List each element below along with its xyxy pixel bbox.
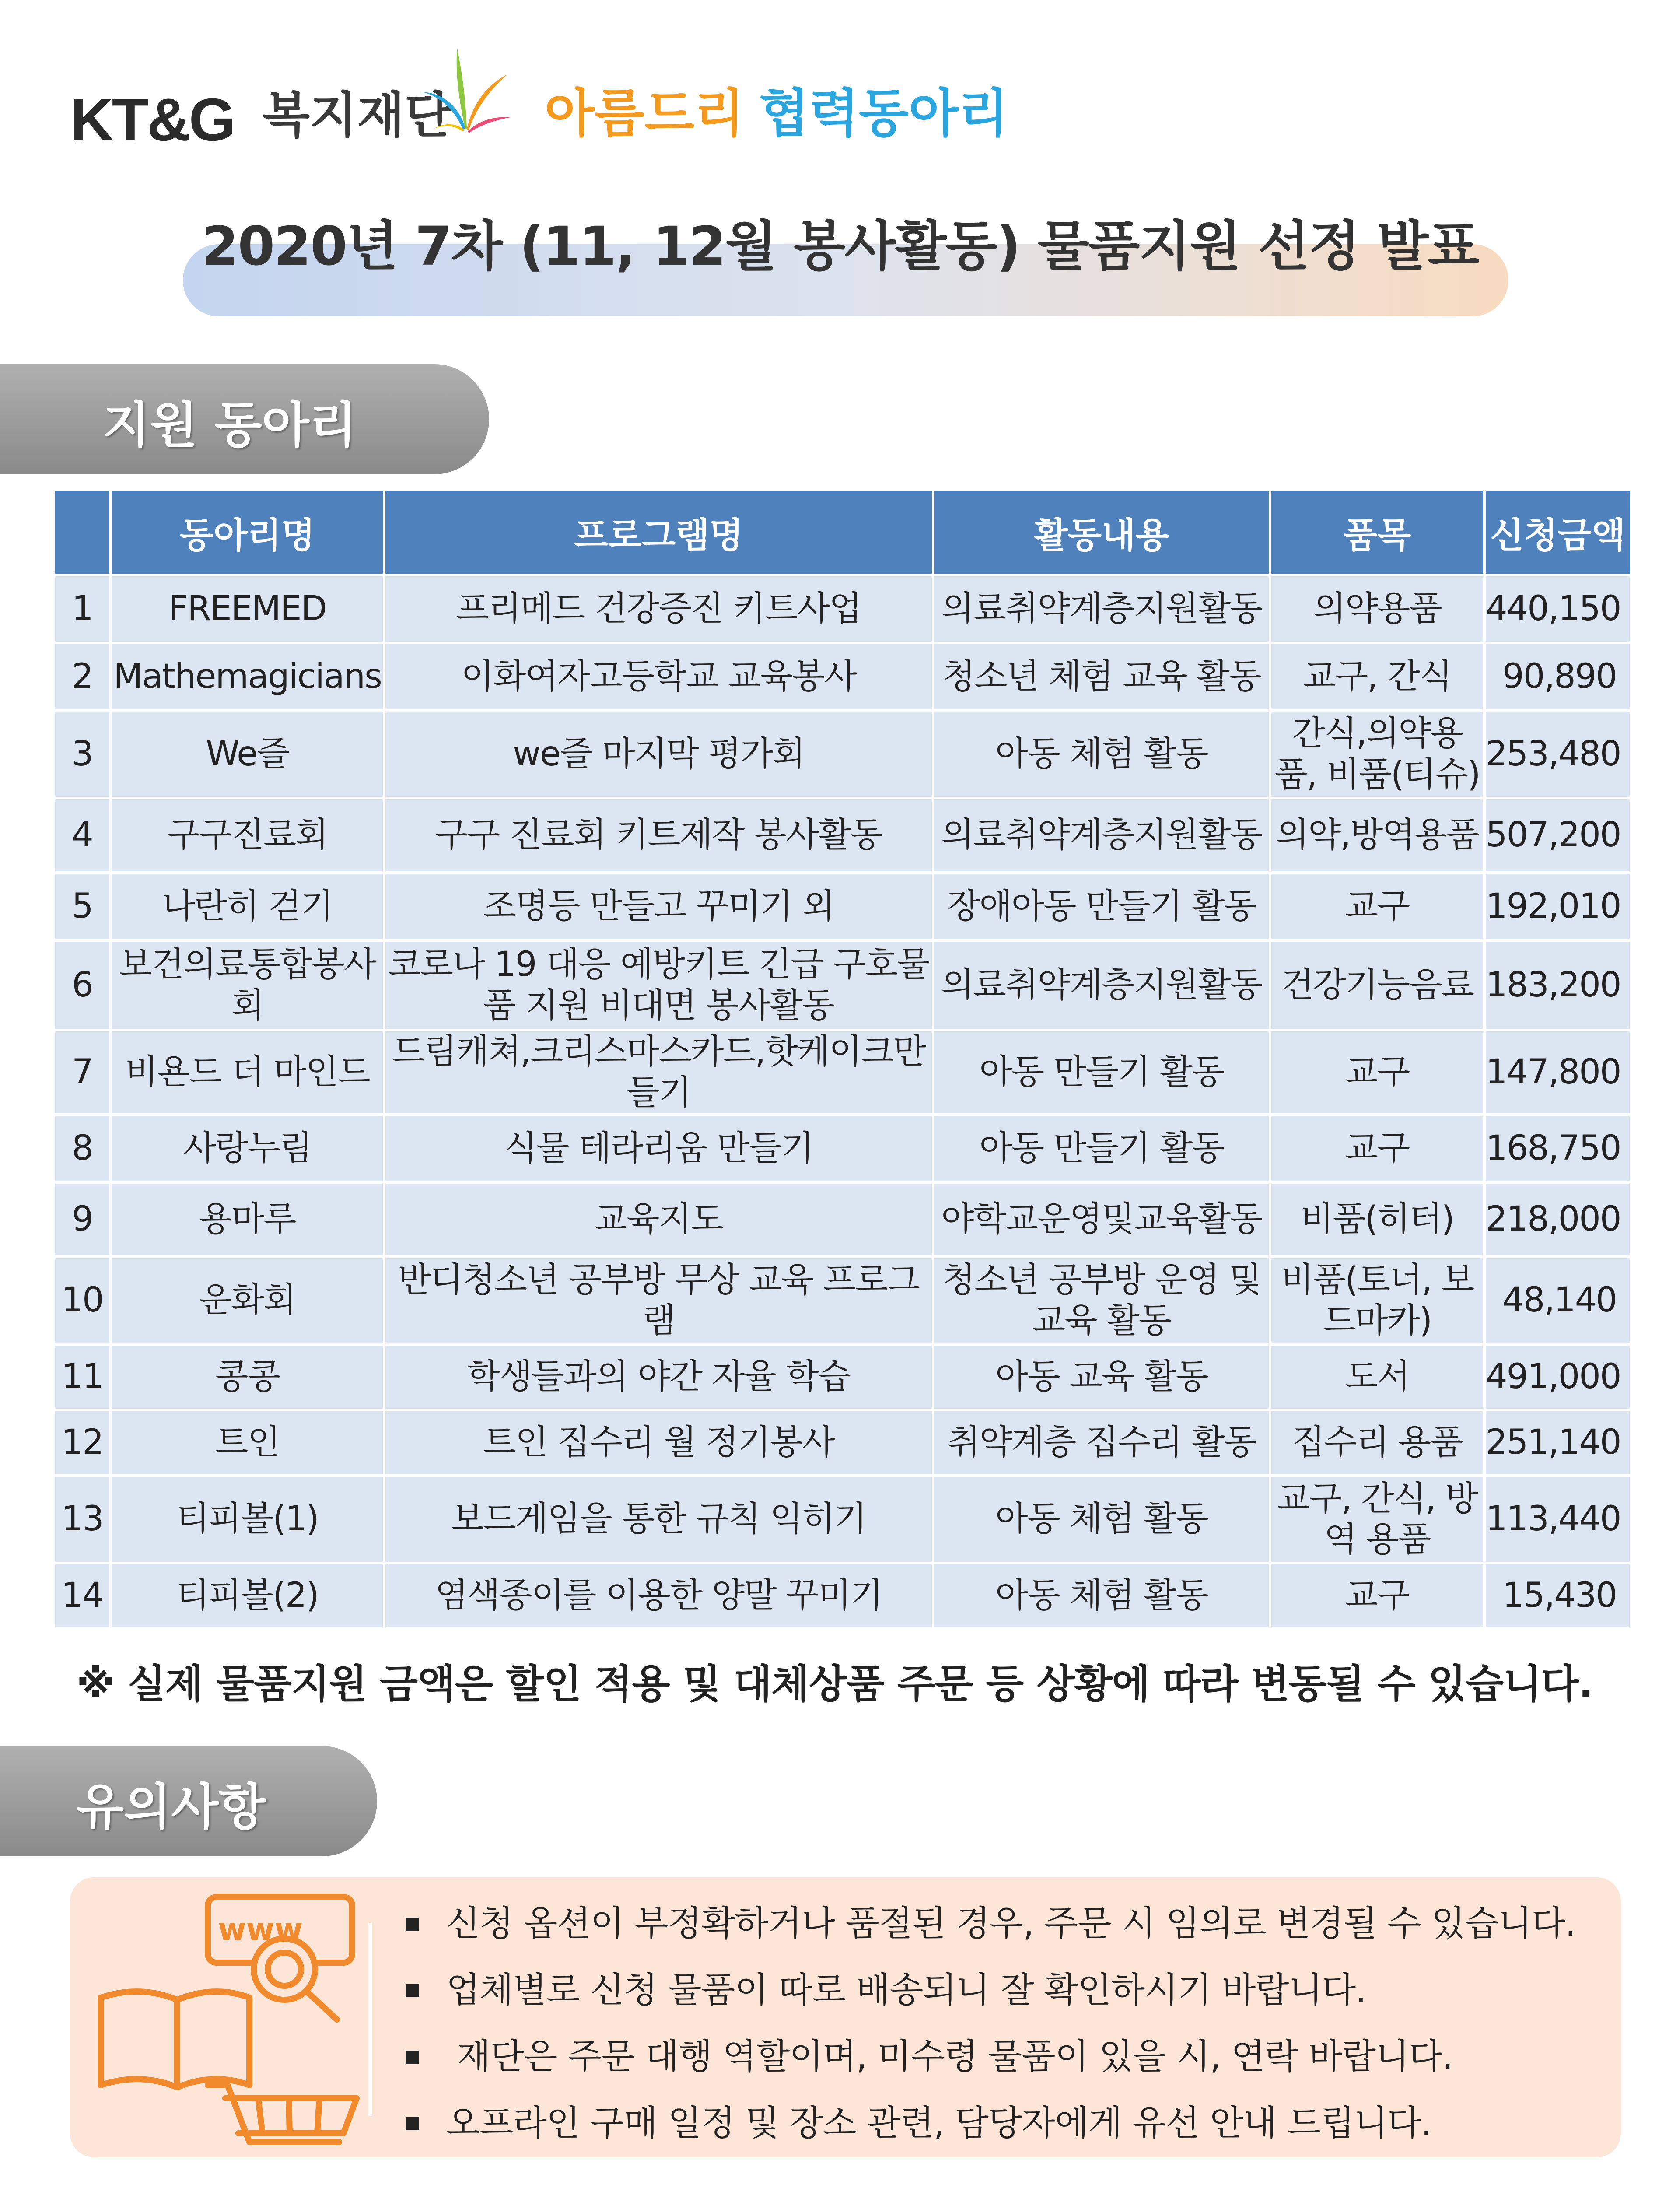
program-name-cell: 학생들과의 야간 자율 학습 <box>384 1344 933 1410</box>
logo-burst-icon <box>413 44 514 144</box>
bullet-icon <box>406 2117 419 2130</box>
page-title: 2020년 7차 (11, 12월 봉사활동) 물품지원 선정 발표 <box>201 215 1479 277</box>
activity-cell: 청소년 체험 교육 활동 <box>933 643 1270 711</box>
note-text: 업체별로 신청 물품이 따로 배송되니 잘 확인하시기 바랍니다. <box>446 1970 1366 2010</box>
activity-cell: 야학교운영및교육활동 <box>933 1182 1270 1257</box>
header-amount: 신청금액 <box>1484 489 1631 575</box>
row-number-cell: 8 <box>54 1115 111 1182</box>
notes-list <box>400 1890 1608 2156</box>
amount-cell: 15,430 <box>1484 1563 1631 1629</box>
program-name-cell: 반디청소년 공부방 무상 교육 프로그램 <box>384 1257 933 1344</box>
activity-cell: 의료취약계층지원활동 <box>933 940 1270 1030</box>
header-program-name: 프로그램명 <box>384 489 933 575</box>
club-name-cell: 콩콩 <box>111 1344 384 1410</box>
item-cell: 간식,의약용품, 비품(티슈) <box>1270 711 1484 798</box>
row-number-cell: 14 <box>54 1563 111 1629</box>
club-name-cell: 용마루 <box>111 1182 384 1257</box>
shopping-search-icon <box>92 1888 363 2151</box>
header-club-name: 동아리명 <box>111 489 384 575</box>
activity-cell: 장애아동 만들기 활동 <box>933 873 1270 940</box>
bullet-icon <box>406 1984 419 1997</box>
program-name-cell: 코로나 19 대응 예방키트 긴급 구호물품 지원 비대면 봉사활동 <box>384 940 933 1030</box>
amount-cell: 192,010 <box>1484 873 1631 940</box>
program-name-cell: 교육지도 <box>384 1182 933 1257</box>
welfare-foundation-logo-text: 복지재단 <box>262 87 452 144</box>
cooperative-club-label: 협력동아리 <box>759 83 1008 144</box>
activity-cell: 아동 체험 활동 <box>933 1476 1270 1563</box>
table-row <box>54 711 1631 798</box>
club-name-cell: 사랑누림 <box>111 1115 384 1182</box>
table-row <box>54 643 1631 711</box>
row-number-cell: 11 <box>54 1344 111 1410</box>
bullet-icon <box>406 2051 419 2064</box>
activity-cell: 취약계층 집수리 활동 <box>933 1410 1270 1476</box>
table-row <box>54 1563 1631 1629</box>
table-header-row <box>54 489 1631 575</box>
activity-cell: 아동 체험 활동 <box>933 711 1270 798</box>
activity-cell: 아동 교육 활동 <box>933 1344 1270 1410</box>
header-activity: 활동내용 <box>933 489 1270 575</box>
item-cell: 의약,방역용품 <box>1270 798 1484 873</box>
program-name-cell: 조명등 만들고 꾸미기 외 <box>384 873 933 940</box>
section-tab-notes: 유의사항 <box>0 1746 377 1856</box>
note-text: 재단은 주문 대행 역할이며, 미수령 물품이 있을 시, 연락 바랍니다. <box>446 2036 1453 2077</box>
activity-cell: 아동 만들기 활동 <box>933 1030 1270 1115</box>
program-name-cell: 이화여자고등학교 교육봉사 <box>384 643 933 711</box>
table-footnote: ※ 실제 물품지원 금액은 할인 적용 및 대체상품 주문 등 상황에 따라 변동될 수 있습니다. <box>77 1661 1593 1707</box>
header-no <box>54 489 111 575</box>
amount-cell: 147,800 <box>1484 1030 1631 1115</box>
table-row <box>54 1257 1631 1344</box>
table-row <box>54 1030 1631 1115</box>
program-name-cell: 염색종이를 이용한 양말 꾸미기 <box>384 1563 933 1629</box>
amount-cell: 507,200 <box>1484 798 1631 873</box>
activity-cell: 아동 체험 활동 <box>933 1563 1270 1629</box>
table-row <box>54 575 1631 643</box>
item-cell: 의약용품 <box>1270 575 1484 643</box>
club-name-cell: 구구진료회 <box>111 798 384 873</box>
bullet-icon <box>406 1918 419 1931</box>
program-name-cell: 트인 집수리 월 정기봉사 <box>384 1410 933 1476</box>
table-row <box>54 1115 1631 1182</box>
header-item: 품목 <box>1270 489 1484 575</box>
row-number-cell: 2 <box>54 643 111 711</box>
club-name-cell: We즐 <box>111 711 384 798</box>
program-name-cell: 식물 테라리움 만들기 <box>384 1115 933 1182</box>
amount-cell: 168,750 <box>1484 1115 1631 1182</box>
ktg-logo: KT&G <box>70 86 234 154</box>
row-number-cell: 3 <box>54 711 111 798</box>
item-cell: 교구, 간식, 방역 용품 <box>1270 1476 1484 1563</box>
row-number-cell: 12 <box>54 1410 111 1476</box>
amount-cell: 183,200 <box>1484 940 1631 1030</box>
program-name-cell: 프리메드 건강증진 키트사업 <box>384 575 933 643</box>
program-name-cell: 구구 진료회 키트제작 봉사활동 <box>384 798 933 873</box>
note-item <box>400 2090 1608 2156</box>
table-row <box>54 1476 1631 1563</box>
row-number-cell: 6 <box>54 940 111 1030</box>
item-cell: 건강기능음료 <box>1270 940 1484 1030</box>
amount-cell: 251,140 <box>1484 1410 1631 1476</box>
club-name-cell: 티피볼(2) <box>111 1563 384 1629</box>
table-row <box>54 1410 1631 1476</box>
activity-cell: 아동 만들기 활동 <box>933 1115 1270 1182</box>
table-row <box>54 1344 1631 1410</box>
item-cell: 비품(토너, 보드마카) <box>1270 1257 1484 1344</box>
item-cell: 도서 <box>1270 1344 1484 1410</box>
table-row <box>54 940 1631 1030</box>
item-cell: 집수리 용품 <box>1270 1410 1484 1476</box>
item-cell: 비품(히터) <box>1270 1182 1484 1257</box>
club-name-cell: 운화회 <box>111 1257 384 1344</box>
www-icon-text: www <box>218 1911 303 1947</box>
table-row <box>54 1182 1631 1257</box>
club-name-cell: 트인 <box>111 1410 384 1476</box>
amount-cell: 113,440 <box>1484 1476 1631 1563</box>
section-tab-supported-clubs: 지원 동아리 <box>0 364 489 474</box>
row-number-cell: 1 <box>54 575 111 643</box>
aleumdeuri-label: 아름드리 <box>545 83 744 144</box>
note-text: 신청 옵션이 부정확하거나 품절된 경우, 주문 시 임의로 변경될 수 있습니다. <box>446 1903 1576 1944</box>
program-name-cell: 보드게임을 통한 규칙 익히기 <box>384 1476 933 1563</box>
table-row <box>54 798 1631 873</box>
amount-cell: 253,480 <box>1484 711 1631 798</box>
amount-cell: 491,000 <box>1484 1344 1631 1410</box>
row-number-cell: 13 <box>54 1476 111 1563</box>
amount-cell: 90,890 <box>1484 643 1631 711</box>
note-text: 오프라인 구매 일정 및 장소 관련, 담당자에게 유선 안내 드립니다. <box>446 2103 1432 2143</box>
item-cell: 교구 <box>1270 1115 1484 1182</box>
club-name-cell: 비욘드 더 마인드 <box>111 1030 384 1115</box>
amount-cell: 48,140 <box>1484 1257 1631 1344</box>
club-name-cell: Mathemagicians <box>111 643 384 711</box>
club-name-cell: 티피볼(1) <box>111 1476 384 1563</box>
club-table <box>52 488 1632 1630</box>
note-item <box>400 1957 1608 2023</box>
club-name-cell: FREEMED <box>111 575 384 643</box>
program-name-cell: 드림캐쳐,크리스마스카드,핫케이크만들기 <box>384 1030 933 1115</box>
row-number-cell: 10 <box>54 1257 111 1344</box>
activity-cell: 의료취약계층지원활동 <box>933 798 1270 873</box>
item-cell: 교구, 간식 <box>1270 643 1484 711</box>
row-number-cell: 5 <box>54 873 111 940</box>
note-item <box>400 2023 1608 2090</box>
activity-cell: 청소년 공부방 운영 및 교육 활동 <box>933 1257 1270 1344</box>
table-row <box>54 873 1631 940</box>
item-cell: 교구 <box>1270 1030 1484 1115</box>
amount-cell: 440,150 <box>1484 575 1631 643</box>
program-name-cell: we즐 마지막 평가회 <box>384 711 933 798</box>
row-number-cell: 9 <box>54 1182 111 1257</box>
club-name-cell: 보건의료통합봉사회 <box>111 940 384 1030</box>
club-name-cell: 나란히 걷기 <box>111 873 384 940</box>
note-item <box>400 1890 1608 1957</box>
item-cell: 교구 <box>1270 873 1484 940</box>
notes-divider <box>368 1923 372 2116</box>
activity-cell: 의료취약계층지원활동 <box>933 575 1270 643</box>
item-cell: 교구 <box>1270 1563 1484 1629</box>
amount-cell: 218,000 <box>1484 1182 1631 1257</box>
row-number-cell: 7 <box>54 1030 111 1115</box>
row-number-cell: 4 <box>54 798 111 873</box>
